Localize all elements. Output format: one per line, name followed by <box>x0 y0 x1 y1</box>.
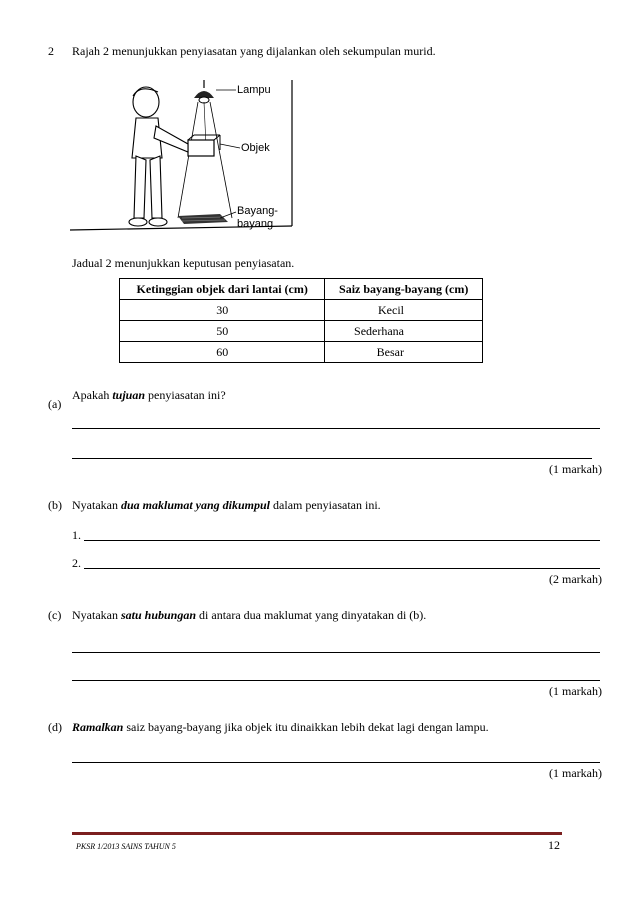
part-c-question: Nyatakan satu hubungan di antara dua maklumat yang dinyatakan di (b). <box>72 608 427 622</box>
table-row <box>120 300 483 321</box>
answer-line[interactable] <box>72 458 592 459</box>
cell-height: 30 <box>120 300 325 321</box>
cell-size: Kecil <box>325 300 483 321</box>
footer-left: PKSR 1/2013 SAINS TAHUN 5 <box>76 842 176 851</box>
part-a-marks: (1 markah) <box>549 462 602 476</box>
shadow-patch <box>178 214 228 224</box>
part-b-marks: (2 markah) <box>549 572 602 586</box>
part-b-item-1: 1. <box>72 528 81 542</box>
answer-line[interactable] <box>84 540 600 541</box>
part-c-marks: (1 markah) <box>549 684 602 698</box>
part-b-emphasis: dua maklumat yang dikumpul <box>120 498 271 512</box>
boy-figure <box>129 87 188 226</box>
answer-line[interactable] <box>72 762 600 763</box>
cell-size: Sederhana <box>325 321 483 342</box>
cell-height: 50 <box>120 321 325 342</box>
question-number: 2 <box>48 44 54 58</box>
table-row <box>120 321 483 342</box>
cell-height: 60 <box>120 342 325 363</box>
part-c-emphasis: satu hubungan <box>120 608 197 622</box>
part-b-item-2: 2. <box>72 556 81 570</box>
answer-line[interactable] <box>72 428 600 429</box>
object-box <box>188 140 214 156</box>
part-a-label: (a) <box>48 397 62 411</box>
part-a-question: Apakah tujuan penyiasatan ini? <box>72 388 226 402</box>
answer-line[interactable] <box>84 568 600 569</box>
table-row <box>120 342 483 363</box>
header-height: Ketinggian objek dari lantai (cm) <box>120 279 325 300</box>
part-b-label: (b) <box>48 498 62 512</box>
part-d-emphasis: Ramalkan <box>72 720 124 734</box>
footer-rule <box>72 832 562 835</box>
answer-line[interactable] <box>72 652 600 653</box>
table-intro: Jadual 2 menunjukkan keputusan penyiasatan. <box>72 256 295 270</box>
label-shadow-2: bayang <box>237 218 274 230</box>
answer-line[interactable] <box>72 680 600 681</box>
cell-size: Besar <box>325 342 483 363</box>
part-d-label: (d) <box>48 720 62 734</box>
part-d-marks: (1 markah) <box>549 766 602 780</box>
table-header-row <box>120 279 483 300</box>
part-a-emphasis: tujuan <box>112 388 146 402</box>
label-lamp: Lampu <box>237 84 271 96</box>
results-table <box>119 278 483 363</box>
part-b-question: Nyatakan dua maklumat yang dikumpul dalam penyiasatan ini. <box>72 498 381 512</box>
label-object: Objek <box>241 142 270 154</box>
header-shadow-size: Saiz bayang-bayang (cm) <box>325 279 483 300</box>
label-shadow-1: Bayang- <box>237 205 278 217</box>
page-number: 12 <box>548 838 560 852</box>
part-d-question: Ramalkan saiz bayang-bayang jika objek itu dinaikkan lebih dekat lagi dengan lampu. <box>72 720 489 734</box>
part-c-label: (c) <box>48 608 62 622</box>
question-intro: Rajah 2 menunjukkan penyiasatan yang dijalankan oleh sekumpulan murid. <box>72 44 436 58</box>
